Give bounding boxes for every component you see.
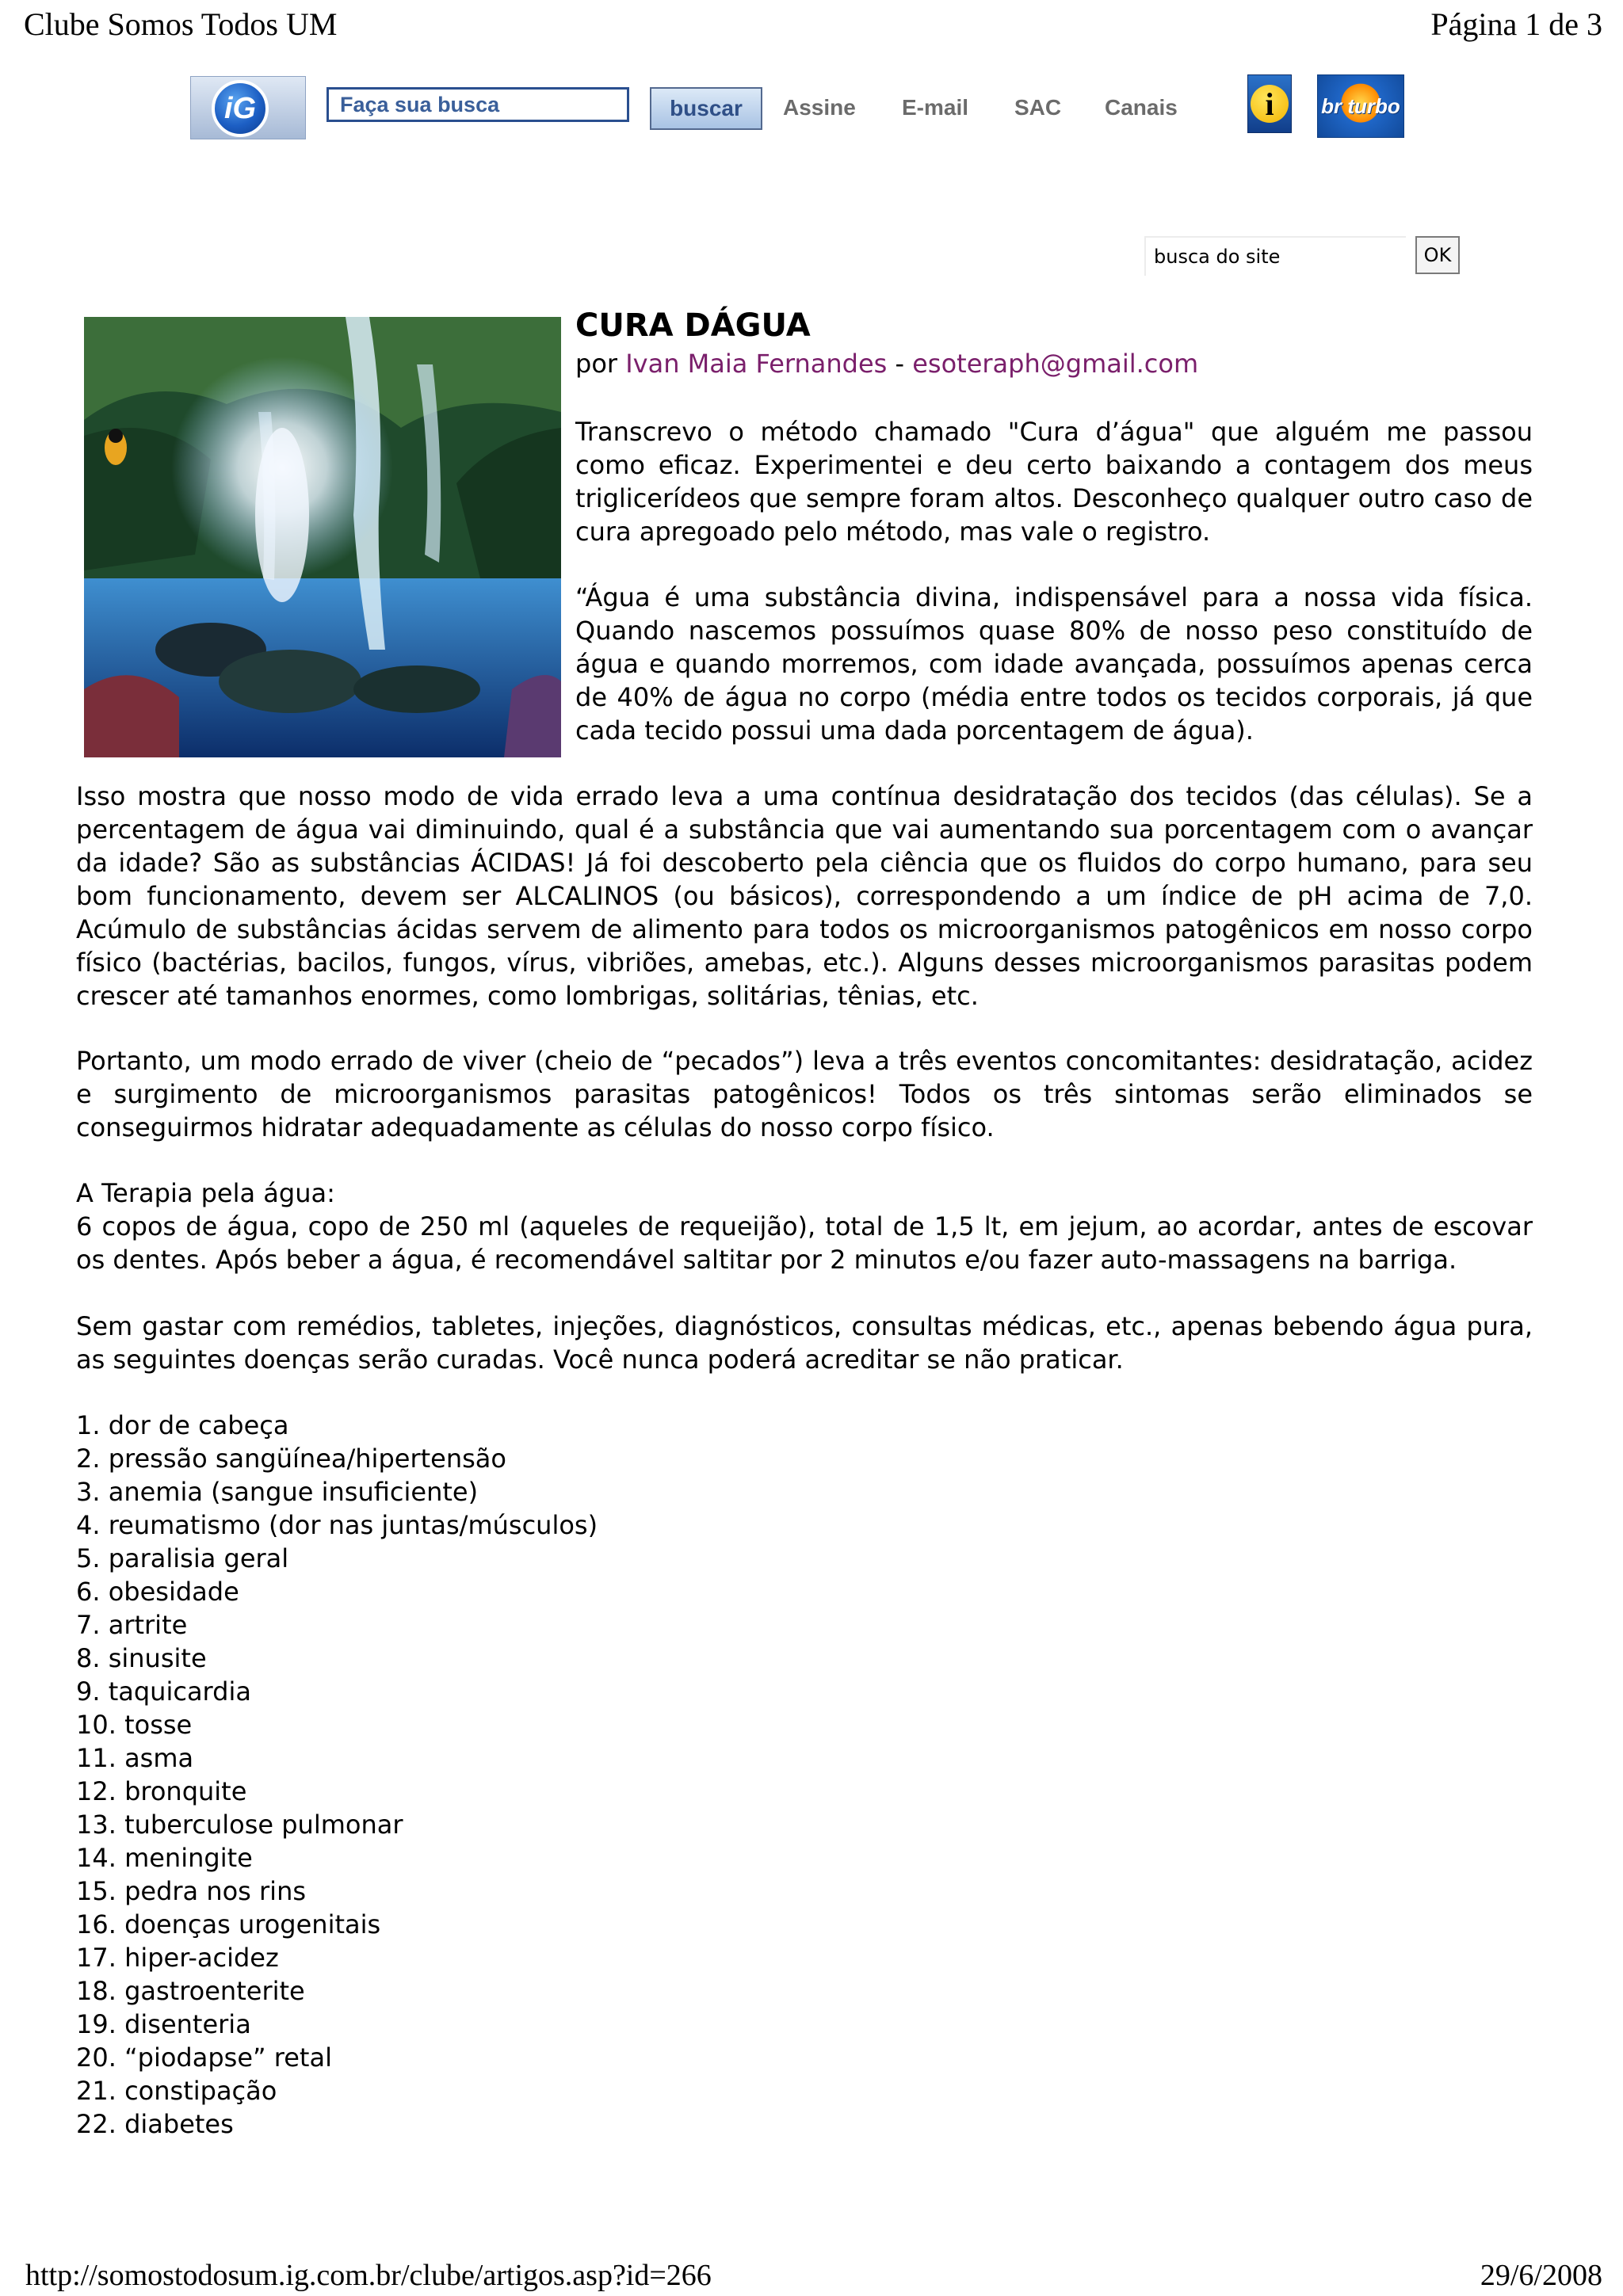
article-paragraph-intro: Transcrevo o método chamado "Cura d’água" que alguém me passou como eficaz. Experimentei e deu certo baixando a contagem dos meus triglicerídeos que sempre foram altos. Desconheço qualquer outro caso de cura apregoado pelo método, mas vale o registro. — [575, 417, 1533, 547]
article-paragraph-acid: Isso mostra que nosso modo de vida errado leva a uma contínua desidratação dos tecidos (das células). Se a percentagem de água vai diminuindo, qual é a substância que vai aumentando sua porcentagem com o avançar da idade? São as substâncias ÁCIDAS! Já foi descoberto pela ciência que os fluidos do corpo humano, para seu bom funcionamento, devem ser ALCALINOS (ou básicos), correspondendo a um índice de pH acima de 7,0. Acúmulo de substâncias ácidas servem de alimento para todos os microorganismos patogênicos em nosso corpo físico (bactérias, bacilos, fungos, vírus, vibriões, amebas, etc.). Alguns desses microorganismos parasitas podem crescer até tamanhos enormes, como lombrigas, solitárias, tênias, etc. — [76, 781, 1533, 1011]
nav-assine[interactable]: Assine — [783, 95, 856, 120]
list-item: 8. sinusite — [76, 1643, 207, 1673]
print-header — [24, 0, 1602, 48]
info-icon[interactable] — [1247, 74, 1292, 133]
byline-prefix: por — [575, 349, 618, 379]
brturbo-logo[interactable]: br turbo — [1317, 74, 1404, 138]
list-item: 6. obesidade — [76, 1577, 239, 1607]
author-link[interactable]: Ivan Maia Fernandes — [625, 349, 888, 379]
list-item: 9. taquicardia — [76, 1676, 251, 1707]
list-item: 7. artrite — [76, 1610, 188, 1640]
nav-canais[interactable]: Canais — [1105, 95, 1178, 120]
list-item: 13. tuberculose pulmonar — [76, 1810, 403, 1840]
waterfall-illustration — [84, 317, 561, 757]
therapy-text: 6 copos de água, copo de 250 ml (aqueles de requeijão), total de 1,5 lt, em jejum, ao acordar, antes de escovar os dentes. Após beber a água, é recomendável saltitar por 2 minutos e/ou fazer auto-massagens na barriga. — [76, 1211, 1533, 1275]
page-number: Página 1 de 3 — [1430, 6, 1602, 42]
list-item: 5. paralisia geral — [76, 1543, 289, 1573]
article-illustration — [84, 317, 561, 757]
disease-list — [76, 1409, 598, 2141]
info-icon-glyph: i — [1251, 85, 1289, 123]
site-title: Clube Somos Todos UM — [24, 6, 338, 42]
list-item: 3. anemia (sangue insuficiente) — [76, 1477, 479, 1507]
author-email-link[interactable]: esoteraph@gmail.com — [912, 349, 1199, 379]
ig-logo-icon: iG — [212, 80, 269, 137]
print-date: 29/6/2008 — [1480, 2259, 1602, 2292]
cure-intro: Sem gastar com remédios, tabletes, injeções, diagnósticos, consultas médicas, etc., apenas bebendo água pura, as seguintes doenças serão curadas. Você nunca poderá acreditar se não praticar. — [76, 1311, 1533, 1375]
article-byline — [575, 349, 1198, 379]
list-item: 16. doenças urogenitais — [76, 1909, 381, 1939]
list-item: 21. constipação — [76, 2076, 277, 2106]
byline-separator: - — [895, 349, 905, 379]
article-title: CURA DÁGUA — [575, 307, 811, 344]
list-item: 20. “piodapse” retal — [76, 2042, 332, 2073]
site-search-ok-button[interactable]: OK — [1415, 236, 1460, 274]
list-item: 18. gastroenterite — [76, 1976, 305, 2006]
list-item: 1. dor de cabeça — [76, 1410, 289, 1440]
list-item: 11. asma — [76, 1743, 194, 1773]
list-item: 17. hiper-acidez — [76, 1943, 279, 1973]
list-item: 12. bronquite — [76, 1776, 247, 1806]
ig-search-input[interactable] — [327, 87, 629, 122]
article-paragraph-water: “Água é uma substância divina, indispensável para a nossa vida física. Quando nascemos possuímos quase 80% de nosso peso constituído de água e quando morremos, com idade avançada, possuímos apenas cerca de 40% de água no corpo (média entre todos os tecidos corporais, já que cada tecido possui uma dada porcentagem de água). — [575, 582, 1533, 746]
list-item: 2. pressão sangüínea/hipertensão — [76, 1444, 506, 1474]
list-item: 22. diabetes — [76, 2109, 234, 2139]
list-item: 10. tosse — [76, 1710, 193, 1740]
article-paragraph-sins: Portanto, um modo errado de viver (cheio de “pecados”) leva a três eventos concomitantes: desidratação, acidez e surgimento de microorganismos parasitas patogênicos! Todos os três sintomas serão eliminados se conseguirmos hidratar adequadamente as células do nosso corpo físico. — [76, 1046, 1533, 1142]
list-item: 19. disenteria — [76, 2009, 251, 2039]
nav-email[interactable]: E-mail — [902, 95, 969, 120]
list-item: 15. pedra nos rins — [76, 1876, 307, 1906]
ig-logo[interactable] — [190, 76, 306, 139]
page-url: http://somostodosum.ig.com.br/clube/artigos.asp?id=266 — [25, 2259, 712, 2292]
therapy-heading: A Terapia pela água: — [76, 1178, 335, 1208]
buscar-button[interactable]: buscar — [650, 87, 762, 130]
site-search-input[interactable] — [1144, 236, 1406, 276]
therapy-section — [76, 1177, 1533, 1276]
list-item: 4. reumatismo (dor nas juntas/músculos) — [76, 1510, 598, 1540]
list-item: 14. meningite — [76, 1843, 253, 1873]
nav-sac[interactable]: SAC — [1014, 95, 1062, 120]
print-footer — [25, 2256, 1602, 2294]
